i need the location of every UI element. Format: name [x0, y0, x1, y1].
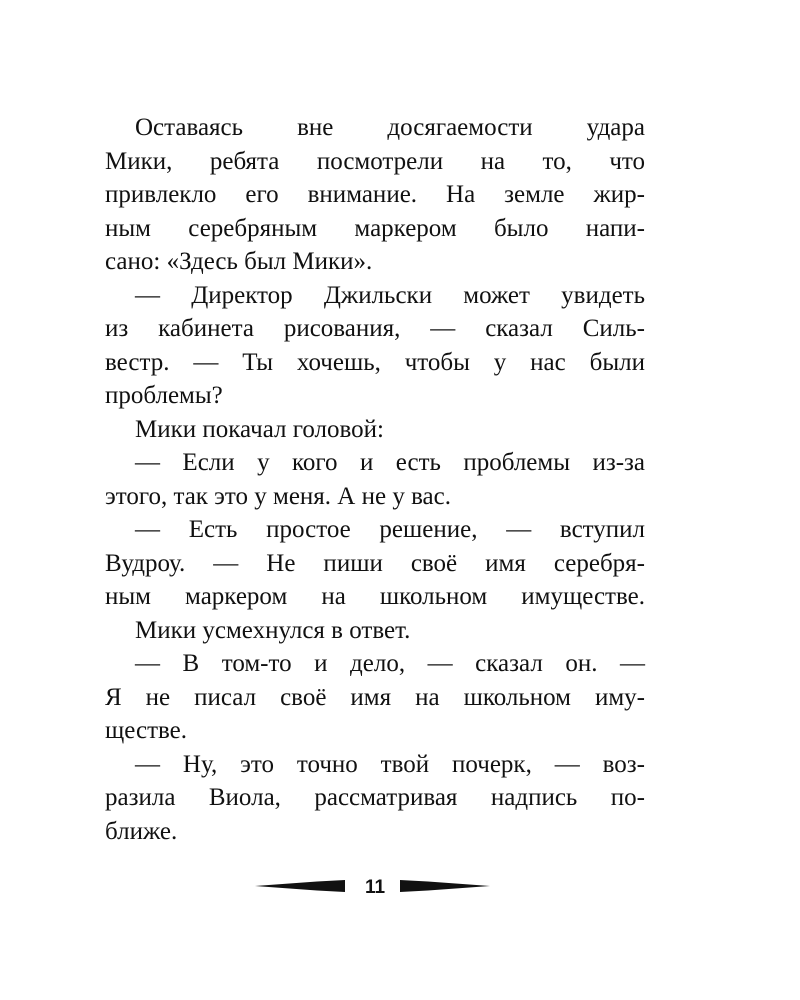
text-line: привлекло его внимание. На земле жир-	[105, 181, 645, 208]
text-line: ществе.	[105, 717, 187, 744]
ornament-left-icon	[255, 879, 345, 893]
page-body-text	[105, 111, 645, 848]
text-line: ным маркером на школьном имуществе.	[105, 583, 645, 610]
text-line: — Директор Джильски может увидеть	[135, 281, 645, 309]
text-line: Я не писал своё имя на школьном иму-	[105, 683, 645, 711]
text-line: — Если у кого и есть проблемы из-за	[135, 449, 645, 476]
text-line: Мики покачал головой:	[135, 415, 384, 443]
text-line: Мики, ребята посмотрели на то, что	[105, 147, 645, 175]
text-line: Оставаясь вне досягаемости удара	[135, 114, 645, 141]
text-line: — В том-то и дело, — сказал он. —	[135, 650, 645, 677]
text-line: ным серебряным маркером было напи-	[105, 214, 645, 242]
page-number: 11	[364, 877, 386, 898]
text-line: — Ну, это точно твой почерк, — воз-	[135, 750, 645, 778]
page-footer	[0, 872, 800, 904]
text-line: — Есть простое решение, — вступил	[135, 516, 645, 543]
text-line: проблемы?	[105, 382, 223, 409]
text-line: Вудроу. — Не пиши своё имя серебря-	[105, 549, 645, 577]
text-line: этого, так это у меня. А не у вас.	[105, 482, 451, 510]
text-line: из кабинета рисования, — сказал Силь-	[105, 315, 645, 342]
text-line: сано: «Здесь был Мики».	[105, 248, 373, 275]
text-line: ближе.	[105, 817, 178, 845]
ornament-right-icon	[400, 879, 490, 893]
text-line: Мики усмехнулся в ответ.	[135, 616, 411, 644]
text-line: вестр. — Ты хочешь, чтобы у нас были	[105, 348, 645, 376]
text-line: разила Виола, рассматривая надпись по-	[105, 784, 645, 811]
